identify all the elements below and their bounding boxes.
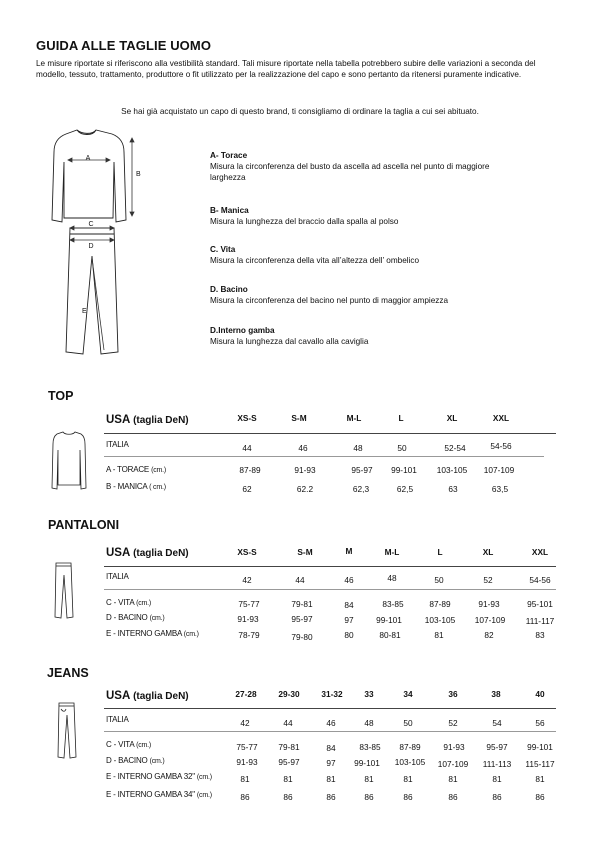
row-label-text: B - MANICA	[106, 482, 148, 491]
usa-sub: (taglia DeN)	[133, 548, 189, 559]
table-cell: 97	[344, 615, 354, 625]
table-cell: 52	[448, 718, 458, 728]
trousers-icon	[53, 561, 75, 619]
table-cell: 81	[448, 774, 458, 784]
row-label-text: E - INTERNO GAMBA	[106, 629, 182, 638]
table-cell: 86	[364, 792, 374, 802]
size-header: 29-30	[278, 689, 300, 699]
row-label-manica	[106, 482, 166, 491]
size-header: 36	[448, 689, 458, 699]
table-cell: 103-105	[394, 757, 426, 767]
size-header: XS-S	[237, 413, 257, 423]
table-cell: 81	[492, 774, 502, 784]
table-rule	[104, 708, 556, 709]
trousers-diagram	[58, 218, 124, 358]
row-label-vita	[106, 740, 151, 749]
table-cell: 50	[434, 575, 444, 585]
table-cell: 46	[298, 443, 308, 453]
table-cell: 80-81	[379, 630, 401, 640]
table-cell: 56	[535, 718, 545, 728]
table-cell: 62,5	[396, 484, 414, 494]
table-cell: 95-101	[527, 599, 553, 609]
table-cell: 48	[387, 573, 397, 583]
measure-desc: Misura la circonferenza del busto da ascella ad ascella nel punto di maggiore larghezza	[210, 162, 490, 183]
table-cell: 107-109	[474, 615, 506, 625]
table-cell: 81	[434, 630, 444, 640]
usa-sub: (taglia DeN)	[133, 415, 189, 426]
table-cell: 107-109	[483, 465, 515, 475]
size-header: L	[398, 413, 404, 423]
usa-label: USA	[106, 414, 130, 426]
table-rule	[104, 589, 556, 590]
table-cell: 81	[326, 774, 336, 784]
label-b: B	[136, 171, 141, 178]
table-cell: 91-93	[237, 614, 259, 624]
table-cell: 99-101	[376, 615, 402, 625]
measure-interno-gamba	[210, 325, 368, 347]
size-header: 38	[491, 689, 501, 699]
row-label-bacino	[106, 756, 165, 765]
row-label-text: C - VITA	[106, 598, 135, 607]
row-label-italia: ITALIA	[106, 715, 129, 724]
table-cell: 86	[283, 792, 293, 802]
measure-manica	[210, 205, 398, 227]
table-cell: 91-93	[478, 599, 500, 609]
page-title: GUIDA ALLE TAGLIE UOMO	[36, 38, 212, 53]
table-cell: 83	[535, 630, 545, 640]
table-cell: 107-109	[437, 759, 469, 769]
row-label-unit: ( cm.)	[149, 484, 166, 491]
table-rule	[104, 433, 556, 434]
usa-label: USA	[106, 690, 130, 702]
table-cell: 46	[326, 718, 336, 728]
measure-title: A- Torace	[210, 151, 248, 160]
intro-text: Le misure riportate si riferiscono alla vestibilità standard. Tali misure riportate nella tabella potrebbero subire delle variazioni a seconda del modello, tessuto, trattamento, produttore o fit utilizzato per la realizzazione del capo e sono pertanto da ritenersi puramente indicative.	[36, 59, 536, 80]
table-cell: 91-93	[443, 742, 465, 752]
measure-torace	[210, 150, 510, 184]
row-label-vita	[106, 598, 151, 607]
table-cell: 86	[240, 792, 250, 802]
usa-label-top	[106, 414, 189, 426]
table-cell: 83-85	[359, 742, 381, 752]
table-cell: 63,5	[491, 484, 509, 494]
table-cell: 54-56	[529, 575, 551, 585]
row-label-interno-gamba	[106, 629, 199, 638]
measure-desc: Misura la lunghezza dal cavallo alla caviglia	[210, 337, 369, 347]
row-label-italia: ITALIA	[106, 440, 129, 449]
measure-title: C. Vita	[210, 245, 236, 254]
size-header: XL	[482, 547, 494, 557]
table-cell: 46	[344, 575, 354, 585]
size-header: M-L	[384, 547, 400, 557]
table-cell: 62.2	[296, 484, 314, 494]
row-label-unit: (cm.)	[151, 467, 167, 474]
size-header: 31-32	[321, 689, 343, 699]
table-cell: 81	[283, 774, 293, 784]
size-header: S-M	[297, 547, 313, 557]
size-header: XXL	[531, 547, 549, 557]
table-cell: 44	[242, 443, 252, 453]
measure-bacino	[210, 284, 448, 306]
table-cell: 91-93	[294, 465, 316, 475]
table-cell: 86	[535, 792, 545, 802]
table-cell: 86	[326, 792, 336, 802]
table-cell: 75-77	[238, 599, 260, 609]
size-header: XXL	[492, 413, 510, 423]
row-label-unit: (cm.)	[196, 774, 212, 781]
row-label-interno-gamba-34	[106, 790, 212, 799]
table-cell: 80	[344, 630, 354, 640]
table-cell: 87-89	[429, 599, 451, 609]
size-header: XS-S	[237, 547, 257, 557]
label-c: C	[88, 221, 94, 228]
measure-vita	[210, 244, 419, 266]
table-cell: 48	[364, 718, 374, 728]
table-cell: 99-101	[354, 758, 380, 768]
table-cell: 78-79	[238, 630, 260, 640]
row-label-unit: (cm.)	[149, 758, 165, 765]
table-rule	[104, 731, 556, 732]
size-header: S-M	[291, 413, 307, 423]
measure-desc: Misura la circonferenza della vita all’altezza dell’ ombelico	[210, 256, 420, 266]
table-cell: 44	[283, 718, 293, 728]
table-cell: 75-77	[236, 742, 258, 752]
table-cell: 42	[240, 718, 250, 728]
table-cell: 81	[535, 774, 545, 784]
measure-title: D. Bacino	[210, 285, 248, 294]
row-label-text: D - BACINO	[106, 613, 148, 622]
table-cell: 95-97	[291, 614, 313, 624]
row-label-text: E - INTERNO GAMBA 34"	[106, 790, 195, 799]
measure-title: B- Manica	[210, 206, 249, 215]
table-cell: 95-97	[278, 757, 300, 767]
table-cell: 81	[240, 774, 250, 784]
usa-sub: (taglia DeN)	[133, 691, 189, 702]
table-cell: 84	[344, 600, 354, 610]
table-cell: 54-56	[490, 441, 512, 451]
table-cell: 48	[353, 443, 363, 453]
size-header: XL	[446, 413, 458, 423]
table-cell: 82	[484, 630, 494, 640]
table-cell: 87-89	[239, 465, 261, 475]
row-label-text: C - VITA	[106, 740, 135, 749]
table-cell: 115-117	[525, 759, 555, 769]
row-label-italia: ITALIA	[106, 572, 129, 581]
usa-label-jeans	[106, 690, 189, 702]
section-title-pantaloni: PANTALONI	[48, 518, 120, 532]
table-cell: 42	[242, 575, 252, 585]
table-cell: 83-85	[382, 599, 404, 609]
size-header: 27-28	[235, 689, 257, 699]
row-label-text: E - INTERNO GAMBA 32"	[106, 772, 195, 781]
row-label-unit: (cm.)	[196, 792, 212, 799]
table-cell: 84	[326, 743, 336, 753]
jeans-icon	[56, 701, 78, 759]
measure-desc: Misura la lunghezza del braccio dalla spalla al polso	[210, 217, 399, 227]
note-text: Se hai già acquistato un capo di questo brand, ti consigliamo di ordinare la taglia a cui sei abituato.	[121, 107, 479, 116]
table-cell: 95-97	[351, 465, 373, 475]
table-rule	[104, 566, 556, 567]
table-cell: 44	[295, 575, 305, 585]
row-label-unit: (cm.)	[149, 615, 165, 622]
row-label-text: D - BACINO	[106, 756, 148, 765]
row-label-unit: (cm.)	[136, 742, 152, 749]
row-label-unit: (cm.)	[136, 600, 152, 607]
table-cell: 87-89	[399, 742, 421, 752]
shirt-diagram	[50, 128, 160, 230]
label-d: D	[88, 243, 94, 250]
section-title-jeans: JEANS	[47, 666, 89, 680]
top-icon	[50, 430, 88, 492]
usa-label: USA	[106, 547, 130, 559]
size-header: 40	[535, 689, 545, 699]
row-label-bacino	[106, 613, 165, 622]
size-header: M-L	[346, 413, 362, 423]
row-label-interno-gamba-32	[106, 772, 212, 781]
table-rule	[104, 456, 544, 457]
table-cell: 81	[364, 774, 374, 784]
table-cell: 54	[492, 718, 502, 728]
table-cell: 111-113	[482, 759, 512, 769]
section-title-top: TOP	[48, 389, 74, 403]
table-cell: 63	[448, 484, 458, 494]
table-cell: 95-97	[486, 742, 508, 752]
measure-desc: Misura la circonferenza del bacino nel punto di maggior ampiezza	[210, 296, 449, 306]
table-cell: 52	[483, 575, 493, 585]
size-header: 33	[364, 689, 374, 699]
label-a: A	[85, 155, 91, 162]
table-cell: 50	[397, 443, 407, 453]
measure-title: D.Interno gamba	[210, 326, 275, 335]
size-header: L	[437, 547, 443, 557]
usa-label-pantaloni	[106, 547, 189, 559]
row-label-unit: (cm.)	[183, 631, 199, 638]
table-cell: 97	[326, 758, 336, 768]
table-cell: 86	[492, 792, 502, 802]
table-cell: 81	[403, 774, 413, 784]
size-header: M	[345, 546, 353, 556]
table-cell: 111-117	[525, 616, 555, 626]
table-cell: 79-81	[278, 742, 300, 752]
label-e: E	[82, 308, 87, 315]
table-cell: 62,3	[352, 484, 370, 494]
table-cell: 86	[403, 792, 413, 802]
table-cell: 79-81	[291, 599, 313, 609]
table-cell: 79-80	[291, 632, 313, 642]
table-cell: 99-101	[527, 742, 553, 752]
size-header: 34	[403, 689, 413, 699]
row-label-torace	[106, 465, 166, 474]
table-cell: 99-101	[391, 465, 417, 475]
table-cell: 103-105	[436, 465, 468, 475]
table-cell: 52-54	[444, 443, 466, 453]
table-cell: 103-105	[424, 615, 456, 625]
row-label-text: A - TORACE	[106, 465, 150, 474]
table-cell: 86	[448, 792, 458, 802]
table-cell: 50	[403, 718, 413, 728]
table-cell: 62	[242, 484, 252, 494]
table-cell: 91-93	[236, 757, 258, 767]
